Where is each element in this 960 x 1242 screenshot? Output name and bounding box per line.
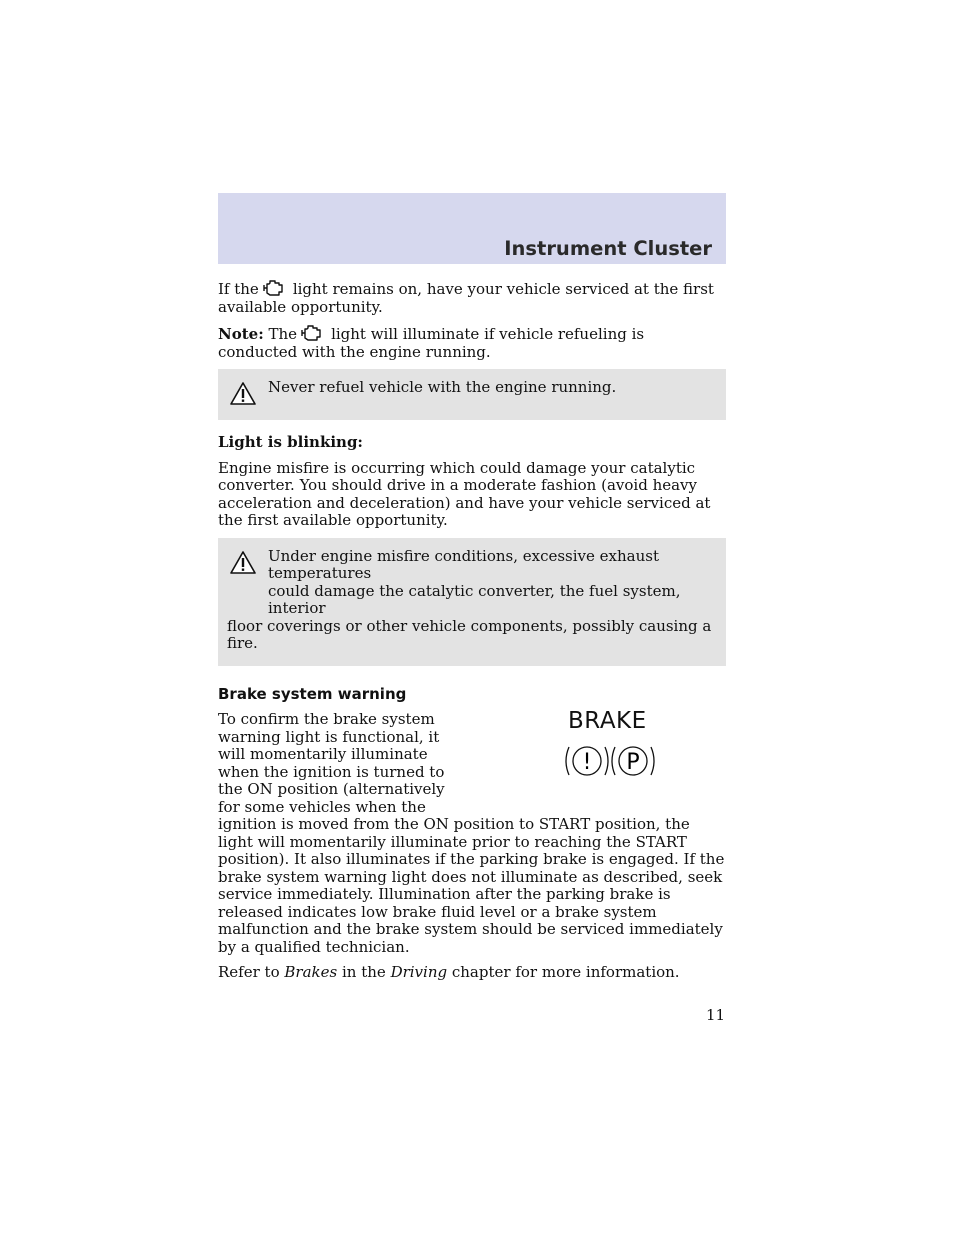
warning-refuel-text: Never refuel vehicle with the engine running. bbox=[268, 378, 617, 396]
para1-before: If the bbox=[218, 280, 259, 298]
note-label: Note: bbox=[218, 325, 264, 343]
refer-before: Refer to bbox=[218, 963, 280, 981]
blinking-heading: Light is blinking: bbox=[218, 433, 363, 451]
brake-section bbox=[218, 708, 726, 956]
note-before: The bbox=[268, 325, 298, 343]
warning-box-refuel bbox=[218, 369, 726, 420]
blinking-paragraph: Engine misfire is occurring which could damage your catalytic converter. You should drive in a moderate fashion (avoid heavy acceleration and deceleration) and have your vehicle serviced at the first available opportunity. bbox=[218, 458, 711, 529]
refer-driving: Driving bbox=[390, 963, 448, 981]
warning-misfire-line3: floor coverings or other vehicle components, possibly causing a fire. bbox=[227, 616, 712, 652]
brake-heading: Brake system warning bbox=[218, 684, 407, 703]
brake-icon-p: P bbox=[626, 750, 640, 775]
refer-mid: in the bbox=[341, 963, 386, 981]
brake-paragraph: To confirm the brake system warning light is functional, it will momentarily illuminate when the ignition is turned to the ON position (alternatively for some vehicles when the ignition is moved from the ON position to START position, the light will momentarily illuminate prior to reaching the START position). It also illuminates if the parking brake is engaged. If the brake system warning light does not illuminate as described, seek service immediately. Illumination after the parking brake is released indicates low brake fluid level or a brake system malfunction and the brake system should be serviced immediately by a qualified technician. bbox=[218, 710, 725, 956]
page-number: 11 bbox=[706, 1006, 726, 1024]
note-paragraph bbox=[218, 324, 726, 361]
warning-misfire-line2: could damage the catalytic converter, the fuel system, interior bbox=[268, 581, 681, 617]
brake-icon-word: BRAKE bbox=[568, 708, 647, 734]
brake-warning-graphic bbox=[476, 708, 726, 801]
refer-paragraph bbox=[218, 964, 726, 982]
warning-triangle-icon bbox=[229, 550, 257, 575]
note-after: light will illuminate if vehicle refueling is conducted with the engine running. bbox=[218, 325, 645, 361]
header-band bbox=[218, 193, 726, 264]
brake-warning-icon bbox=[564, 741, 656, 781]
check-engine-icon bbox=[299, 324, 323, 342]
check-engine-icon bbox=[261, 279, 285, 297]
check-engine-paragraph bbox=[218, 279, 726, 316]
brake-icon-exclaim: ! bbox=[582, 750, 592, 775]
warning-box-misfire bbox=[218, 538, 726, 666]
refer-after: chapter for more information. bbox=[451, 963, 680, 981]
section-title: Instrument Cluster bbox=[504, 237, 712, 260]
warning-triangle-icon bbox=[229, 381, 257, 406]
refer-brakes: Brakes bbox=[284, 963, 338, 981]
para1-after: light remains on, have your vehicle serviced at the first available opportunity. bbox=[218, 280, 714, 316]
warning-misfire-line1: Under engine misfire conditions, excessive exhaust temperatures bbox=[268, 546, 659, 582]
page-content bbox=[218, 279, 726, 990]
